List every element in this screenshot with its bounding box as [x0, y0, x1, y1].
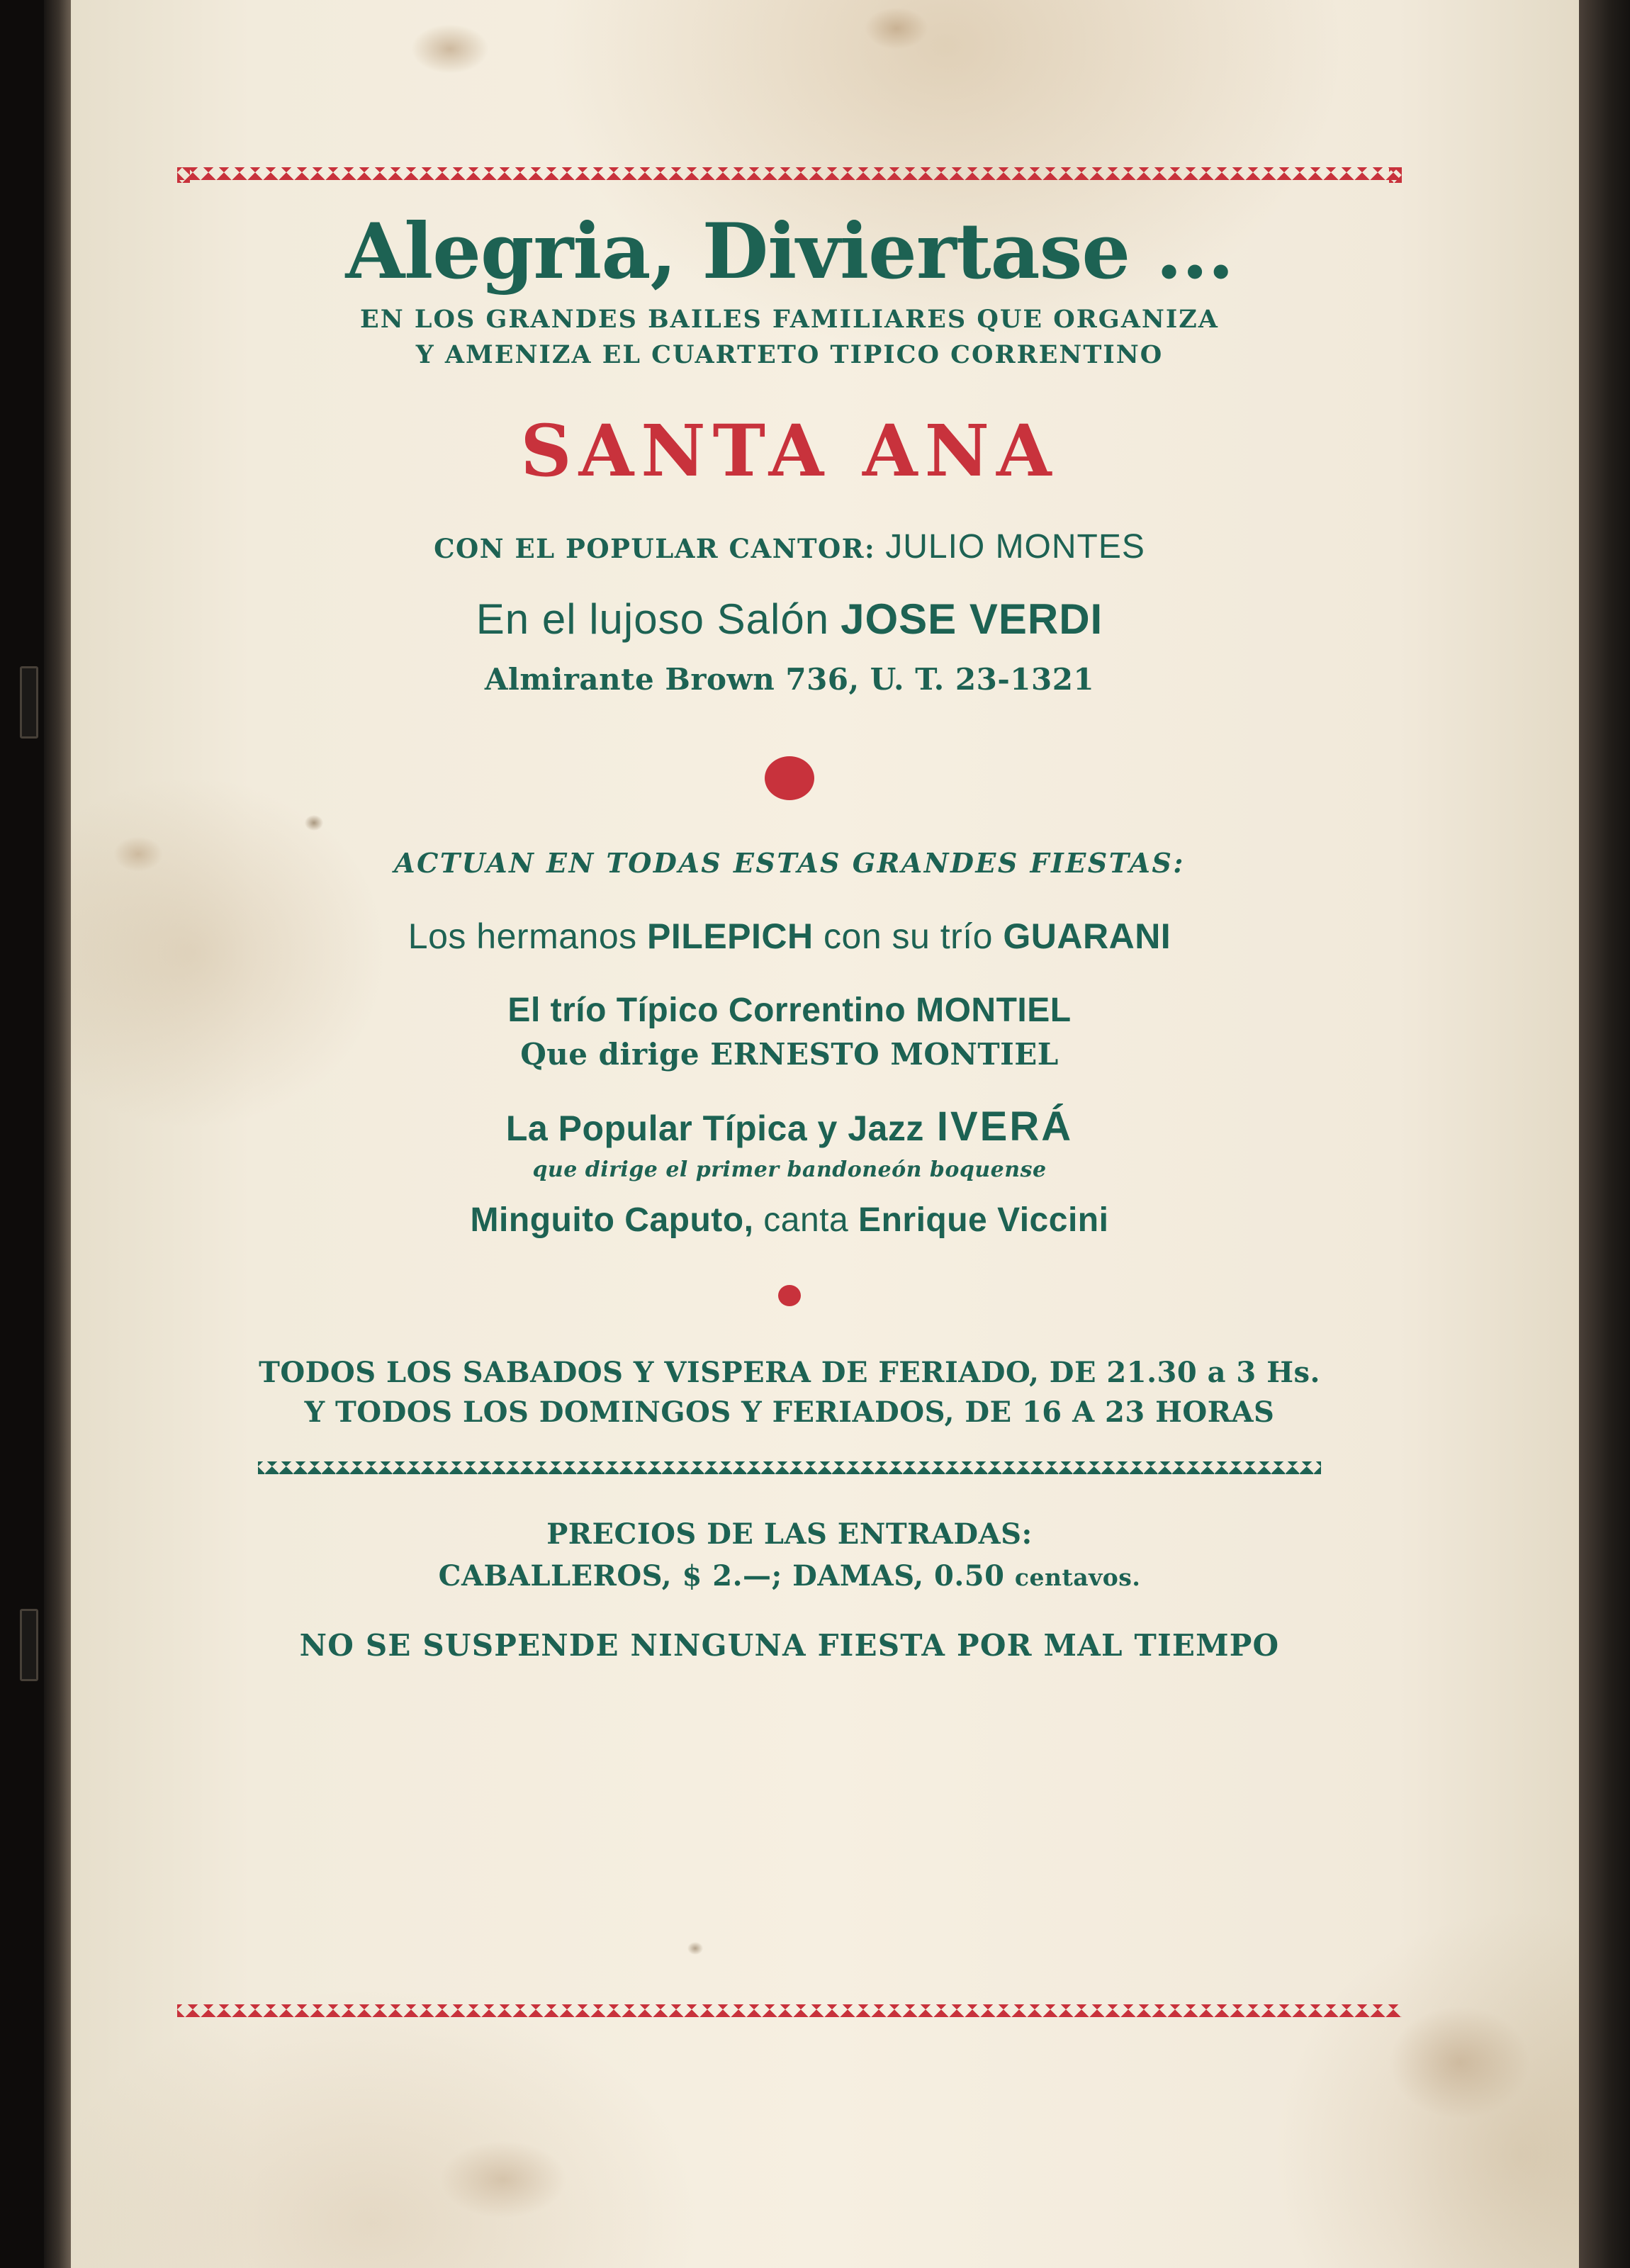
performer-line-1 — [177, 916, 1402, 957]
scan-gutter — [0, 0, 44, 2268]
staple-bottom — [20, 1609, 38, 1681]
ad-subhead-line-2: Y AMENIZA EL CUARTETO TIPICO CORRENTINO — [415, 339, 1164, 369]
performer-1-part-4: GUARANI — [1003, 916, 1171, 956]
prices-block — [177, 1514, 1402, 1597]
performer-line-3 — [177, 1103, 1402, 1150]
venue-address: Almirante Brown 736, U. T. 23-1321 — [484, 661, 1095, 697]
performer-line-2-sub — [177, 1037, 1402, 1072]
red-dot-ornament-large — [765, 756, 814, 800]
performer-3-director-note: que dirige el primer bandoneón boquense — [532, 1157, 1047, 1182]
singer-line — [177, 527, 1402, 566]
age-spot — [865, 7, 928, 50]
staple-top — [20, 666, 38, 739]
age-spot — [113, 836, 163, 872]
venue-name: JOSE VERDI — [841, 595, 1103, 643]
performer-line-2 — [177, 991, 1402, 1030]
performer-1-part-3: con su trío — [813, 916, 1004, 956]
venue-prefix: En el lujoso Salón — [476, 595, 830, 643]
performer-4-part-2: canta — [753, 1201, 859, 1239]
performer-4-part-3: Enrique Viccini — [858, 1201, 1109, 1239]
performer-2-director: Que dirige ERNESTO MONTIEL — [520, 1036, 1059, 1072]
performer-3-emphasis: IVERÁ — [936, 1103, 1074, 1150]
performer-line-4 — [177, 1201, 1402, 1240]
prices-amounts: CABALLEROS, $ 2.—; DAMAS, 0.50 — [438, 1559, 1005, 1593]
age-spot — [439, 2140, 567, 2218]
performer-4-part-1: Minguito Caputo, — [470, 1201, 754, 1239]
band-name: SANTA ANA — [520, 408, 1059, 493]
performer-2-main: El trío Típico Correntino MONTIEL — [507, 991, 1072, 1029]
ad-headline: Alegria, Diviertase ... — [345, 207, 1234, 296]
wavy-divider — [258, 1461, 1321, 1474]
ad-subhead-line-1: EN LOS GRANDES BAILES FAMILIARES QUE ORGANIZA — [360, 305, 1219, 335]
scan-gutter-edge — [44, 0, 71, 2268]
venue-line — [177, 595, 1402, 644]
age-spot — [411, 24, 489, 74]
performer-1-part-2: PILEPICH — [647, 916, 814, 956]
no-suspension-notice: NO SE SUSPENDE NINGUNA FIESTA POR MAL TIEMPO — [299, 1627, 1280, 1663]
prices-line — [177, 1556, 1402, 1597]
singer-name: JULIO MONTES — [885, 527, 1145, 566]
schedule-line-1: TODOS LOS SABADOS Y VISPERA DE FERIADO, DE 21.30 a 3 Hs. — [259, 1355, 1320, 1389]
performer-3-main: La Popular Típica y Jazz — [505, 1108, 924, 1148]
age-spot — [1389, 2006, 1531, 2119]
performer-1-part-1: Los hermanos — [408, 916, 648, 956]
page-right-edge — [1579, 0, 1630, 2268]
magazine-page — [71, 0, 1579, 2268]
advertisement — [177, 167, 1402, 2017]
red-dot-ornament-small — [778, 1285, 801, 1306]
schedule-line-2: Y TODOS LOS DOMINGOS Y FERIADOS, DE 16 A 23 HORAS — [304, 1396, 1275, 1430]
prices-unit: centavos. — [1014, 1563, 1141, 1591]
prices-heading: PRECIOS DE LAS ENTRADAS: — [546, 1517, 1033, 1551]
performers-heading: ACTUAN EN TODAS ESTAS GRANDES FIESTAS: — [394, 846, 1185, 879]
singer-label: CON EL POPULAR CANTOR: — [434, 532, 876, 564]
